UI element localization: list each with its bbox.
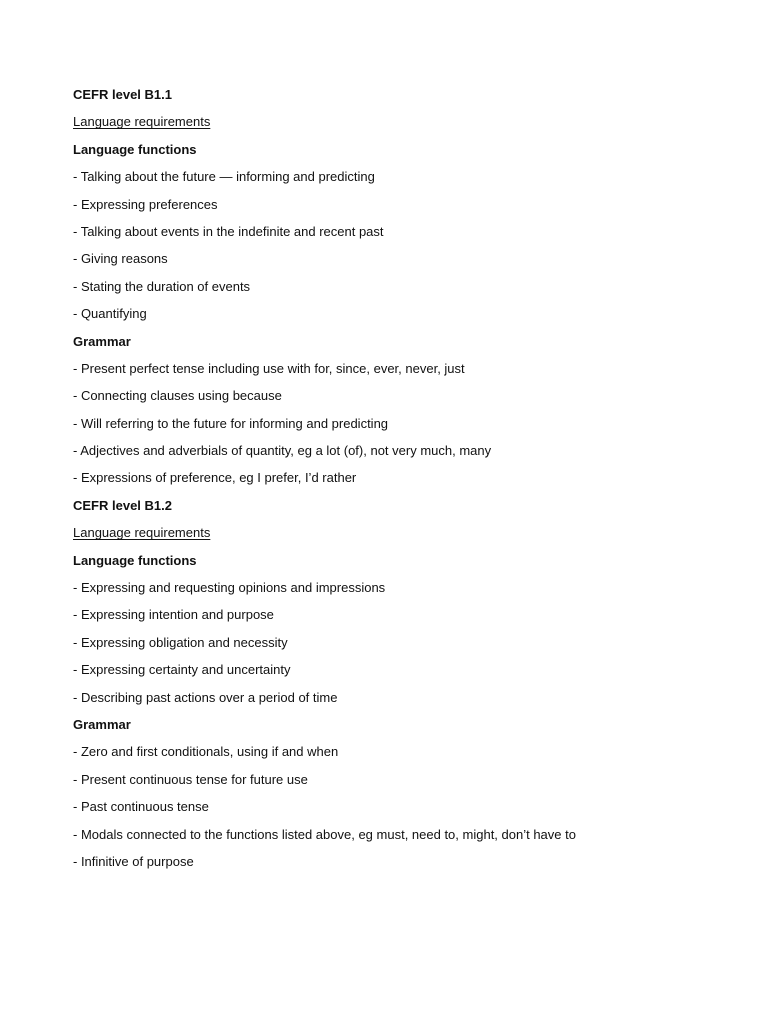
function-item: - Talking about the future — informing and predicting [73,169,375,185]
function-item: - Giving reasons [73,251,168,267]
function-item: - Expressing preferences [73,196,218,212]
requirements-heading: Language requirements [73,525,211,541]
function-item: - Stating the duration of events [73,278,251,294]
grammar-item: - Present continuous tense for future use [73,771,308,787]
grammar-item: - Modals connected to the functions listed above, eg must, need to, might, don’t have to [73,826,576,842]
function-item: - Expressing intention and purpose [73,607,274,623]
grammar-item: - Past continuous tense [73,799,209,815]
level-heading: CEFR level B1.1 [73,87,172,102]
document-page [73,86,733,880]
function-item: - Talking about events in the indefinite and recent past [73,223,384,239]
function-item: - Expressing obligation and necessity [73,634,288,650]
function-item: - Describing past actions over a period of time [73,689,338,705]
grammar-item: - Infinitive of purpose [73,853,194,869]
level-heading: CEFR level B1.2 [73,497,172,513]
functions-heading: Language functions [73,141,197,157]
grammar-item: - Will referring to the future for informing and predicting [73,415,389,431]
grammar-heading: Grammar [73,716,131,732]
requirements-heading: Language requirements [73,114,211,130]
grammar-heading: Grammar [73,333,131,349]
function-item: - Expressing certainty and uncertainty [73,662,291,678]
functions-heading: Language functions [73,552,197,568]
grammar-item: - Zero and first conditionals, using if and when [73,744,339,760]
grammar-item: - Expressions of preference, eg I prefer, I’d rather [73,470,357,486]
grammar-item: - Present perfect tense including use with for, since, ever, never, just [73,360,465,376]
grammar-item: - Adjectives and adverbials of quantity, eg a lot (of), not very much, many [73,443,492,459]
grammar-item: - Connecting clauses using because [73,388,282,404]
function-item: - Expressing and requesting opinions and impressions [73,580,386,596]
function-item: - Quantifying [73,306,147,322]
